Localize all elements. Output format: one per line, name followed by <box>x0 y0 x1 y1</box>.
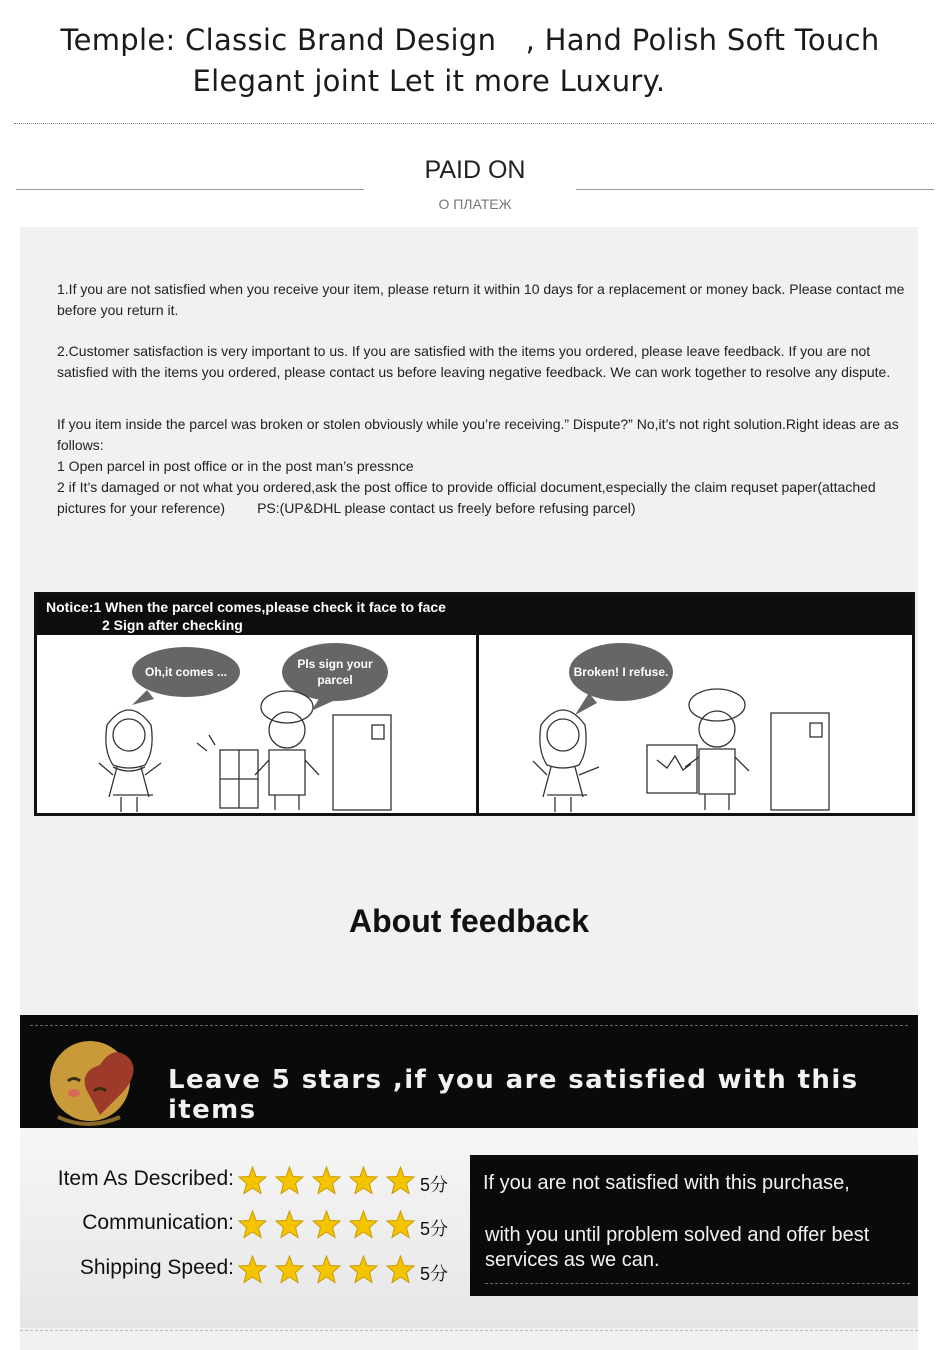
notice-comic <box>34 592 915 816</box>
speech-bubble-refuse: Broken! I refuse. <box>569 643 673 701</box>
policy-text <box>57 279 907 519</box>
headline-line-2: Elegant joint Let it more Luxury. <box>192 64 666 98</box>
section-subtitle: О ПЛАТЕЖ <box>438 196 512 212</box>
star-icon <box>386 1166 415 1195</box>
rating-row <box>0 1256 470 1290</box>
star-icon <box>275 1255 304 1284</box>
star-icon <box>349 1166 378 1195</box>
headline-line-1: Temple: Classic Brand Design , Hand Polish Soft Touch <box>60 23 880 57</box>
message-dashed-line <box>485 1283 910 1284</box>
rating-stars <box>238 1255 415 1284</box>
star-icon <box>386 1210 415 1239</box>
bottom-dashed-line <box>20 1330 918 1331</box>
star-icon <box>386 1255 415 1284</box>
star-icon <box>238 1166 267 1195</box>
rating-row <box>0 1211 470 1245</box>
policy-paragraph-2: 2.Customer satisfaction is very important to us. If you are satisfied with the items you ordered, please leave feedback. If you are not satisfied with the items you ordered, please contact us before leaving negative feedback. We can work together to resolve any dispute. <box>57 343 891 380</box>
notice-header <box>37 595 912 635</box>
comic-illustration-refuse <box>479 635 912 813</box>
policy-step-1: 1 Open parcel in post office or in the post man’s pressnce <box>57 458 414 474</box>
policy-paragraph-1: 1.If you are not satisfied when you receive your item, please return it within 10 days for a replacement or money back. Please contact me before you return it. <box>57 281 905 318</box>
rating-label: Item As Described: <box>57 1167 234 1190</box>
rating-label: Shipping Speed: <box>79 1256 234 1279</box>
banner-text: Leave 5 stars ,if you are satisfied with this items <box>168 1065 859 1125</box>
divider-left <box>16 189 364 190</box>
rating-stars <box>238 1166 415 1195</box>
service-message-line-2: with you until problem solved and offer best services as we can. <box>485 1224 870 1271</box>
star-icon <box>275 1210 304 1239</box>
policy-dispute-text: If you item inside the parcel was broken or stolen obviously while you’re receiving.” Dispute?” No,it’s not right solution.Right ideas are as follows: <box>57 416 899 453</box>
banner-dashed-line <box>30 1025 908 1026</box>
star-icon <box>238 1255 267 1284</box>
star-icon <box>312 1210 341 1239</box>
comic-illustration-accept <box>37 635 476 813</box>
notice-line-2: 2 Sign after checking <box>102 617 243 633</box>
service-message <box>470 1155 918 1296</box>
rating-score: 5分 <box>420 1219 449 1239</box>
comic-scene-refuse <box>479 635 912 813</box>
star-icon <box>275 1166 304 1195</box>
star-icon <box>312 1166 341 1195</box>
dotted-separator <box>14 123 934 124</box>
service-message-line-1: If you are not satisfied with this purchase, <box>483 1172 850 1194</box>
rating-stars <box>238 1210 415 1239</box>
rating-label: Communication: <box>82 1211 234 1234</box>
policy-ps-note: PS:(UP&DHL please contact us freely before refusing parcel) <box>257 500 636 516</box>
speech-bubble-girl: Oh,it comes ... <box>132 647 240 697</box>
comic-scene-accept <box>37 635 476 813</box>
rating-score: 5分 <box>420 1264 449 1284</box>
divider-right <box>576 189 934 190</box>
rating-row <box>0 1167 470 1201</box>
headline <box>0 20 950 102</box>
rating-score: 5分 <box>420 1175 449 1195</box>
feedback-heading: About feedback <box>348 903 590 939</box>
star-icon <box>312 1255 341 1284</box>
policy-step-2: 2 if It’s damaged or not what you ordered,ask the post office to provide official document,especially the claim requset paper(attached pictures for your reference) <box>57 479 876 516</box>
star-icon <box>238 1210 267 1239</box>
section-title: PAID ON <box>424 156 526 184</box>
star-icon <box>349 1255 378 1284</box>
policy-paragraph-3 <box>57 414 907 519</box>
star-icon <box>349 1210 378 1239</box>
feedback-banner <box>20 1015 918 1128</box>
speech-bubble-postman: Pls sign your parcel <box>282 643 388 701</box>
notice-line-1: Notice:1 When the parcel comes,please check it face to face <box>46 599 446 615</box>
